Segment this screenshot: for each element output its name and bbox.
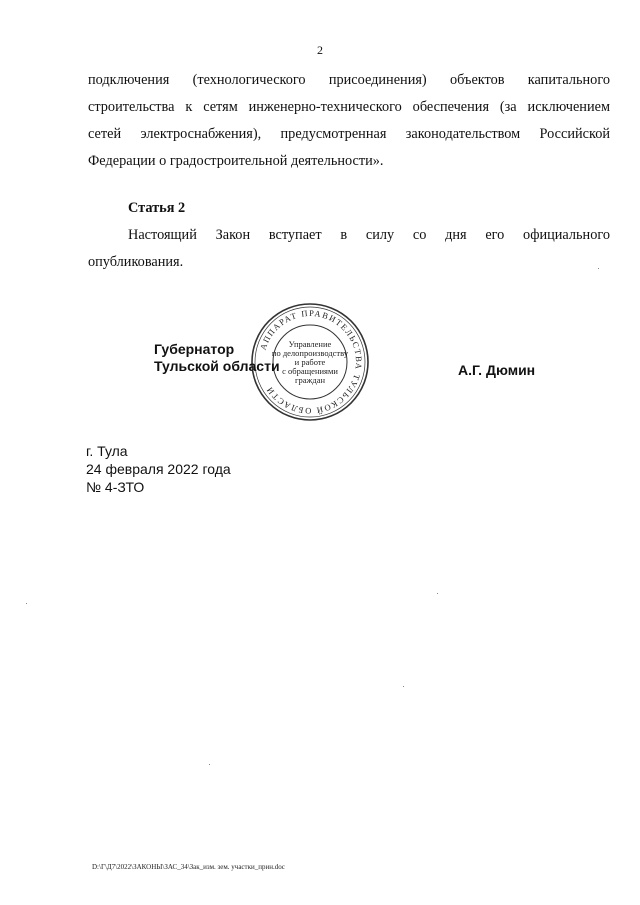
scan-speck [26, 603, 27, 604]
seal-center-line: по делопроизводству [271, 348, 349, 358]
signature-title [154, 341, 280, 375]
seal-center-line: Управление [288, 339, 332, 349]
signatory-name: А.Г. Дюмин [458, 362, 536, 378]
article-2 [88, 195, 610, 276]
text-line: подключения (технологического присоединения) объектов капитального [88, 72, 610, 88]
text-line: Федерации о градостроительной деятельности». [88, 153, 384, 169]
seal-center-line: граждан [294, 375, 326, 385]
text-line: сетей электроснабжения), предусмотренная законодательством Российской [88, 126, 610, 142]
text-line: строительства к сетям инженерно-технического обеспечения (за исключением [88, 99, 610, 115]
article-heading: Статья 2 [128, 200, 186, 216]
scan-speck [598, 268, 599, 269]
seal-center-line: с обращениями [282, 366, 338, 376]
seal-ring-text: АППАРАТ ПРАВИТЕЛЬСТВА ТУЛЬСКОЙ ОБЛАСТИ [257, 307, 365, 417]
city: г. Тула [86, 443, 128, 459]
page-number: 2 [317, 43, 323, 57]
scan-speck [403, 686, 404, 687]
signature-title-line: Тульской области [154, 358, 280, 374]
signature-title-line: Губернатор [154, 341, 235, 357]
document-meta [86, 442, 231, 496]
scan-speck [209, 764, 210, 765]
law-number: № 4-ЗТО [86, 479, 145, 495]
date: 24 февраля 2022 года [86, 461, 231, 477]
scan-speck [437, 593, 438, 594]
text-line: опубликования. [88, 254, 184, 270]
file-path: D:\Г\Д7\2022\ЗАКОНЫ\ЗАС_34\Зак_изм. зем. участки_прин.doc [92, 863, 285, 871]
paragraph-continuation [88, 67, 610, 175]
text-line: Настоящий Закон вступает в силу со дня его официального [128, 227, 610, 243]
seal-center-line: и работе [294, 357, 326, 367]
